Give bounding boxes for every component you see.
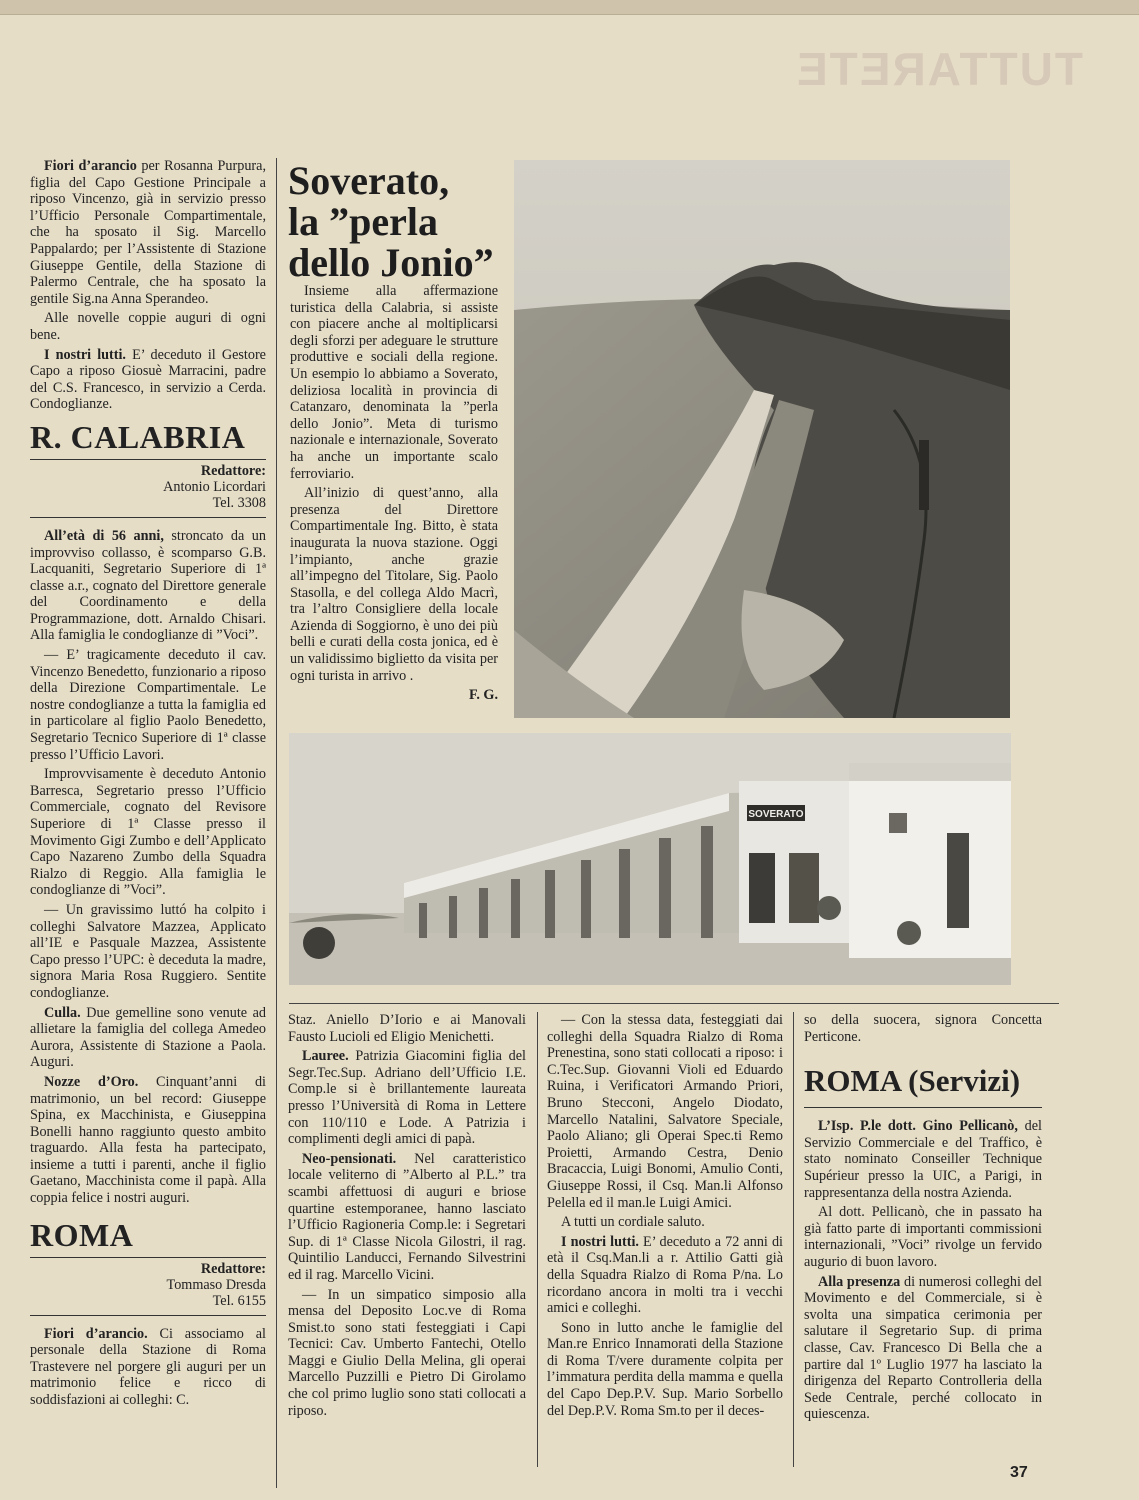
paragraph: Insieme alla affermazione turistica della Calabria, si assiste con piacere anche al moltiplicarsi degli sforzi per adeguare le strutture produttive e sociali della regione. Un esempio lo abbiamo a Soverato, deliziosa località in provincia di Catanzaro, denominata la ”perla dello Jonio”. Meta di turismo nazionale e internazionale, Soverato ha anche un importante scalo ferroviario.: [290, 283, 498, 482]
paragraph: All’età di 56 anni, stroncato da un improvviso collasso, è scomparso G.B. Lacquaniti, Segretario Superiore di 1ª classe a.r., cognato del Direttore generale del Coordinamento e della Programmazione, dott. Arnaldo Chisari. Alla famiglia le condoglianze di ”Voci”.: [30, 527, 266, 644]
page-number: 37: [1010, 1464, 1028, 1481]
column-3: [547, 1012, 783, 1422]
paragraph: A tutti un cordiale saluto.: [561, 1214, 705, 1231]
column-divider: [793, 1012, 794, 1467]
editor-credit: Redattore: Tommaso Dresda Tel. 6155: [166, 1260, 266, 1309]
paragraph: — Un gravissimo luttó ha colpito i colleghi Salvatore Mazzea, Applicato all’IE e Pasquale Mazzea, Assistente Capo presso l’UPC: è deceduta la madre, signora Maria Rosa Ruggiero. Sentite condoglianze.: [30, 901, 266, 1001]
divider: [30, 517, 266, 518]
paragraph: Sono in lutto anche le famiglie del Man.re Enrico Innamorati della Stazione di Roma T/vere duramente colpita per l’immatura perdita della mamma e quella del Capo Dep.P.V. Sup. Mario Sorbello del Dep.P.V. Roma Sm.to per il deces-: [547, 1319, 783, 1419]
paragraph: I nostri lutti. E’ deceduto a 72 anni di età il Csq.Man.li a r. Attilio Gatti già della Squadra Rialzo di Roma P/na. Lo ricordano ancora in molti tra i vecchi amici e colleghi.: [547, 1233, 783, 1317]
paragraph: Al dott. Pellicanò, che in passato ha già fatto parte di importanti commissioni internazionali, ”Voci” rivolge un fervido augurio di buon lavoro.: [804, 1204, 1042, 1270]
paragraph: I nostri lutti. E’ deceduto il Gestore Capo a riposo Giosuè Marracini, padre del C.S. Francesco, in servizio a Cerda. Condoglianze.: [30, 346, 266, 413]
paragraph: Fiori d’arancio per Rosanna Purpura, figlia del Capo Gestione Principale a riposo Vincenzo, già in servizio presso l’Ufficio Personale Compartimentale, che ha sposato il Sig. Marcello Pappalardo; per l’Assistente di Stazione Giuseppe Gentile, della Stazione di Palermo Centrale, che ha sposato la gentile Sig.na Anna Sperandeo.: [30, 158, 266, 307]
section-divider: [289, 1003, 1059, 1004]
column-divider: [537, 1012, 538, 1467]
aerial-coast-photo: [514, 160, 1010, 718]
paragraph: Fiori d’arancio. Ci associamo al personale della Stazione di Roma Trastevere nel porgere gli auguri per un matrimonio felice e ricco di soddisfazioni ai colleghi: C.: [30, 1325, 266, 1409]
article-headline: Soverato, la ”perla dello Jonio”: [288, 158, 494, 285]
paragraph: Alle novelle coppie auguri di ogni bene.: [30, 310, 266, 343]
section-title-roma-servizi: ROMA (Servizi): [804, 1063, 1021, 1099]
editor-credit: Redattore: Antonio Licordari Tel. 3308: [163, 462, 266, 511]
aerial-photo-image: [514, 160, 1010, 718]
paragraph: — In un simpatico simposio alla mensa del Deposito Loc.ve di Roma Smist.to sono stati festeggiati i Capi Tecnici: Cav. Umberto Fantechi, Otello Maggi e Giulio Della Melina, gli operai Marcello Puzzilli e Pietro Di Girolamo che col primo luglio sono stati collocati a riposo.: [288, 1286, 526, 1419]
column-divider: [276, 158, 277, 1488]
section-title-roma: ROMA: [30, 1216, 134, 1253]
divider: [30, 1315, 266, 1316]
paragraph: so della suocera, signora Concetta Perticone.: [804, 1012, 1042, 1045]
paragraph: Staz. Aniello D’Iorio e ai Manovali Fausto Lucioli ed Eligio Menichetti.: [288, 1012, 526, 1045]
divider: [30, 459, 266, 460]
paragraph: Culla. Due gemelline sono venute ad allietare la famiglia del collega Amedeo Aurora, Assistente di Stazione a Paola. Auguri.: [30, 1004, 266, 1071]
station-photo-image: [289, 733, 1011, 985]
section-title-calabria: R. CALABRIA: [30, 418, 246, 455]
paragraph: Nozze d’Oro. Cinquant’anni di matrimonio, un bel record: Giuseppe Spina, ex Macchinista, e Giuseppina Bonelli hanno raggiunto questo ambito traguardo. Alla festa ha partecipato, insieme a tutti i parenti, anche il figlio Gaetano, Macchinista come il papà. Alla coppia felice i nostri auguri.: [30, 1073, 266, 1207]
column-2: [288, 1012, 526, 1422]
paragraph: All’inizio di quest’anno, alla presenza del Direttore Compartimentale Ing. Bitto, è stata inaugurata la nuova stazione. Oggi l’impianto, anche grazie all’impegno del Titolare, Sig. Paolo Stasolla, e del collega Aldo Macrì, tra l’altro Consigliere della locale Azienda di Soggiorno, è uno dei più belli e curati della costa jonica, ed è un validissimo biglietto da visita per ogni turista in arrivo .: [290, 485, 498, 684]
divider: [30, 1257, 266, 1258]
column-4: [804, 1012, 1042, 1426]
paragraph: Improvvisamente è deceduto Antonio Barresca, Segretario presso l’Ufficio Commerciale, cognato del Revisore Superiore di 1ª Classe presso il Movimento Gigi Zumbo e dell’Applicato Capo Nazareno Zumbo della Squadra Rialzo di Reggio. Alla famiglia le condoglianze di ”Voci”.: [30, 766, 266, 899]
station-sign-text: SOVERATO: [748, 809, 804, 820]
paragraph: Alla presenza di numerosi colleghi del Movimento e del Commerciale, si è svolta una simpatica cerimonia per salutare il Segretario Sup. di prima classe, Cav. Francesco Di Bella che a partire dal 1º Luglio 1977 ha lasciato la dirigenza del Reparto Controlleria della Sede Centrale, perché collocato in quiescenza.: [804, 1273, 1042, 1423]
station-photo: [289, 733, 1011, 985]
paragraph: — E’ tragicamente deceduto il cav. Vincenzo Benedetto, funzionario a riposo della Direzione Compartimentale. Le nostre condoglianze a tutta la famiglia ed in particolare al figlio Paolo Benedetto, Segretario Tecnico Superiore di 1ª classe presso l’Ufficio Lavori.: [30, 647, 266, 763]
author-signature: F. G.: [468, 687, 498, 704]
top-edge: [0, 0, 1139, 15]
soverato-article: [290, 283, 498, 704]
paragraph: — Con la stessa data, festeggiati dai colleghi della Squadra Rialzo di Roma Prenestina, sono stati collocati a riposo: i C.Tec.Sup. Giovanni Violi ed Eduardo Ruina, i Verificatori Armando Priori, Bruno Stecconi, Angelo Diodato, Marcello Natalini, Salvatore Speciale, Paolo Aliano; gli Operai Spec.ti Remo Proietti, Armando Cestra, Denio Bracaccia, Luigi Bonomi, Amulio Conti, Giuseppe Rossi, il Csq. Man.li Alfonso Pelella ed il man.le Luigi Amici.: [547, 1012, 783, 1211]
left-column: [30, 158, 266, 1412]
bleed-through-heading: TUTTARETE: [795, 43, 1084, 95]
paragraph: Lauree. Patrizia Giacomini figlia del Segr.Tec.Sup. Adriano dell’Ufficio I.E. Comp.le si è brillantemente laureata presso l’Università di Roma in Lettere con 110/110 e Lode. A Patrizia i complimenti degli amici di papà.: [288, 1048, 526, 1148]
divider: [804, 1107, 1042, 1108]
paragraph: Neo-pensionati. Nel caratteristico locale veliterno di ”Alberto al P.L.” tra scambi affettuosi di auguri e briose quartine estemporanee, hanno lasciato l’Ufficio Ragioneria Comp.le: i Segretari Sup. di 1ª Classe Nicola Gilostri, il rag. Quintilio Landucci, Fernando Silvestrini ed il rag. Marcello Vicini.: [288, 1150, 526, 1283]
paragraph: L’Isp. P.le dott. Gino Pellicanò, del Servizio Commerciale e del Traffico, è stato nominato Conseiller Technique Supérieur presso la UIC, a Parigi, in rappresentanza della nostra Azienda.: [804, 1118, 1042, 1201]
